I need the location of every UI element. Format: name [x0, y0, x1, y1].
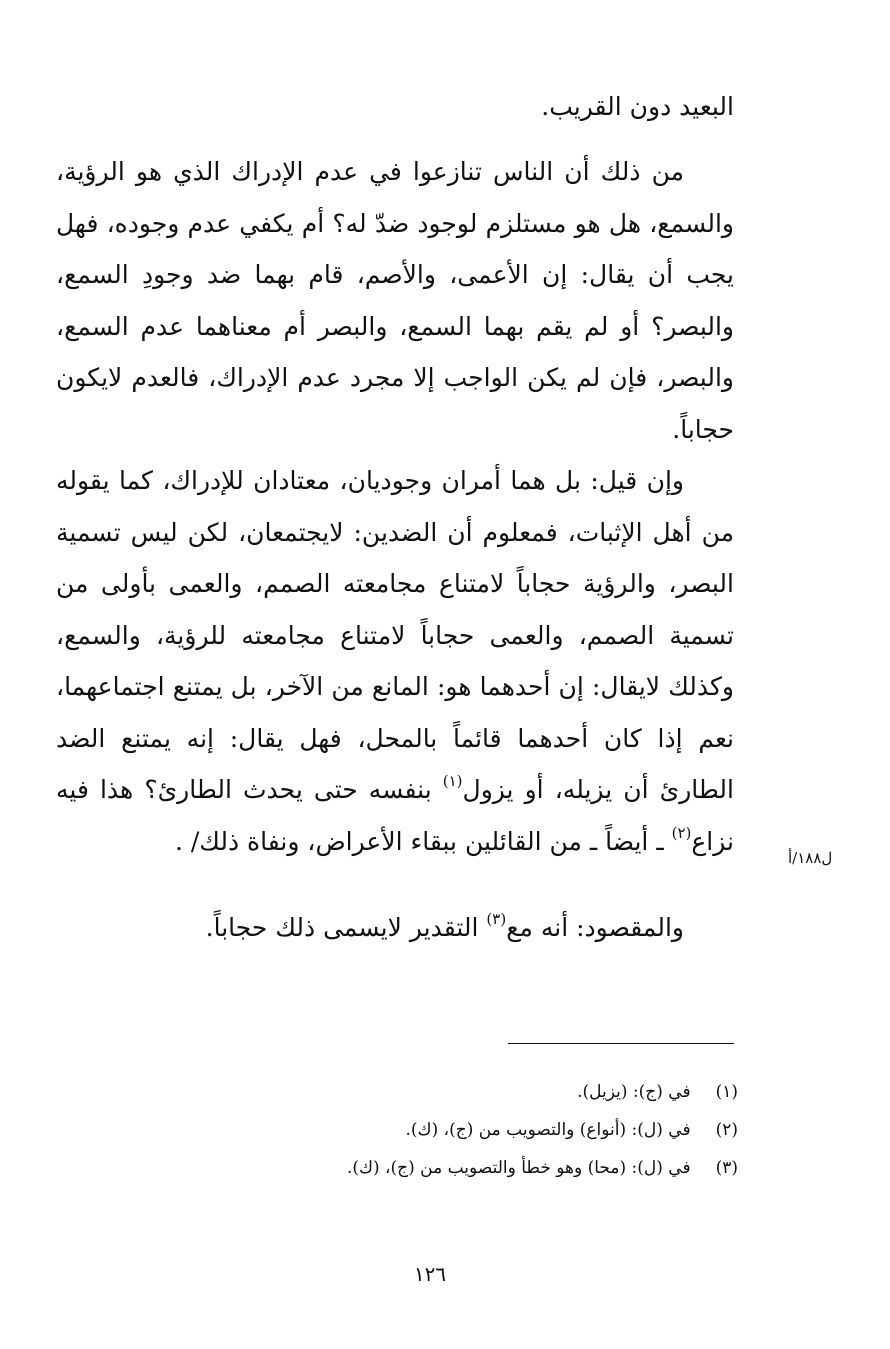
footnote-mark: (٣): [715, 1158, 738, 1178]
paragraph-continuation: [56, 81, 734, 133]
footnote-ref-2[interactable]: (٢): [671, 823, 692, 842]
page-number: ١٢٦: [413, 1262, 447, 1286]
footnote-separator: [508, 1043, 734, 1044]
footnote-mark: (٢): [715, 1120, 738, 1140]
paragraph-text: والمقصود: أنه مع: [506, 913, 684, 942]
paragraph-4: [56, 902, 734, 954]
footnotes-list: [138, 1073, 738, 1187]
footnote-item: [138, 1073, 738, 1111]
paragraph-text: وإن قيل: بل هما أمران وجوديان، معتادان للإدراك، كما يقوله من أهل الإثبات، فمعلوم أن الضدين: لايجتمعان، لكن ليس تسمية البصر، والرؤية حجاباً لامتناع مجامعته الصمم، والعمى بأولى من تسمية الصمم، والعمى حجاباً لامتناع مجامعته للرؤية، والسمع، وكذلك لايقال: إن أحدهما هو: المانع من الآخر، بل يمتنع اجتماعهما، نعم إذا كان أحدهما قائماً بالمحل، فهل يقال: إنه يمتنع الضد الطارئ أن يزيله، أو يزول: [56, 466, 734, 804]
paragraph-3: [56, 455, 734, 867]
footnote-item: [138, 1111, 738, 1149]
footnote-ref-1[interactable]: (١): [442, 772, 463, 790]
paragraph-text: من ذلك أن الناس تنازعوا في عدم الإدراك الذي هو الرؤية، والسمع، هل هو مستلزم لوجود ضدّ له؟ أم يكفي عدم وجوده، فهل يجب أن يقال: إن الأعمى، والأصم، قام بهما ضد وجودِ السمع، والبصر؟ أو لم يقم بهما السمع، والبصر أم معناهما عدم السمع، والبصر، فإن لم يكن الواجب إلا مجرد عدم الإدراك، فالعدم لايكون حجاباً.: [56, 157, 734, 444]
footnote-text: في (ج): (يزيل).: [577, 1082, 691, 1102]
paragraph-text: التقدير لايسمى ذلك حجاباً.: [205, 913, 487, 942]
footnote-mark: (١): [715, 1082, 738, 1102]
footnote-text: في (ل): (أنواع) والتصويب من (ج)، (ك).: [405, 1120, 691, 1140]
paragraph-text: بنفسه حتى يحدث الطارئ؟ هذا فيه نزاع: [56, 775, 734, 856]
paragraph-text: ـ أيضاً ـ من القائلين ببقاء الأعراض، ونفاة ذلك/ .: [174, 826, 672, 856]
footnote-text: في (ل): (محا) وهو خطأ والتصويب من (ج)، (ك).: [346, 1158, 691, 1178]
paragraph-2: [56, 146, 734, 455]
footnote-ref-3[interactable]: (٣): [486, 910, 507, 928]
manuscript-folio-marker: ل١٨٨/أ: [788, 849, 833, 867]
footnote-item: [138, 1149, 738, 1187]
paragraph-text: البعيد دون القريب.: [541, 92, 734, 121]
